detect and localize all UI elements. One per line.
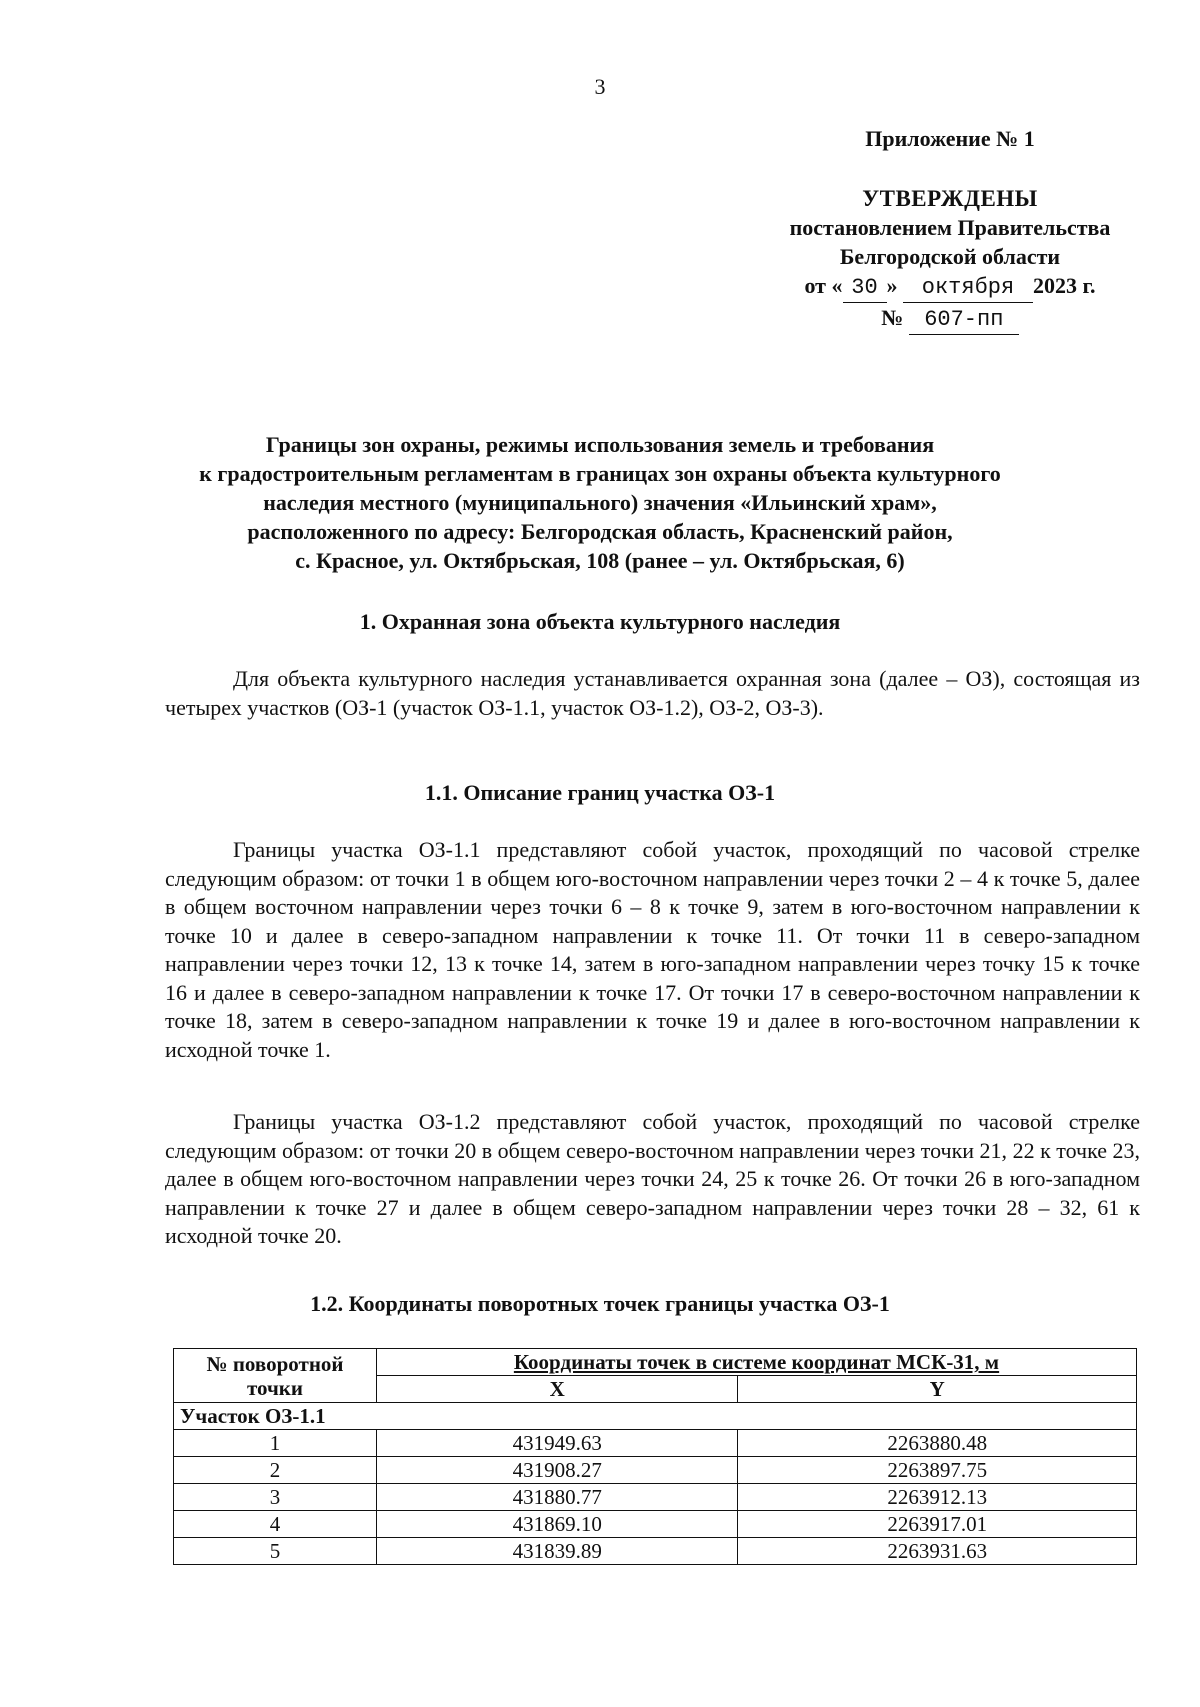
- date-year: 2023 г.: [1033, 273, 1096, 298]
- table-row: [174, 1511, 1137, 1538]
- section-1-1-heading: 1.1. Описание границ участка ОЗ-1: [424, 780, 776, 805]
- approval-line-region: Белгородской области: [839, 244, 1061, 269]
- coord-y: 2263912.13: [738, 1484, 1137, 1511]
- title-line-4: расположенного по адресу: Белгородская область, Красненский район,: [247, 519, 953, 544]
- point-number: 5: [174, 1538, 377, 1565]
- title-line-2: к градостроительным регламентам в границах зон охраны объекта культурного: [199, 461, 1001, 486]
- point-number: 4: [174, 1511, 377, 1538]
- header-x: X: [377, 1376, 738, 1403]
- table-row: [174, 1538, 1137, 1565]
- coord-x: 431908.27: [377, 1457, 738, 1484]
- date-prefix: от «: [804, 273, 843, 298]
- coord-x: 431869.10: [377, 1511, 738, 1538]
- paragraph-oz-1-2: Границы участка ОЗ-1.2 представляют собой участок, проходящий по часовой стрелке следующим образом: от точки 20 в общем северо-восточном направлении через точки 21, 22 к точке 23, далее в общем юго-восточном направлении через точки 24, 25 к точке 26. От точки 26 в юго-западном направлении к точке 27 и далее в общем северо-западном направлении через точки 28 – 32, 61 к исходной точке 20.: [165, 1109, 1140, 1248]
- title-line-5: с. Красное, ул. Октябрьская, 108 (ранее – ул. Октябрьская, 6): [295, 548, 905, 573]
- date-mid: »: [886, 273, 898, 298]
- section-1-paragraph: Для объекта культурного наследия устанавливается охранная зона (далее – ОЗ), состоящая из четырех участков (ОЗ-1 (участок ОЗ-1.1, участок ОЗ-1.2), ОЗ-2, ОЗ-3).: [165, 666, 1140, 720]
- approval-block: [740, 184, 1160, 335]
- decree-number: 607-пп: [909, 305, 1019, 335]
- table-row: [174, 1484, 1137, 1511]
- section-1-2-heading: 1.2. Координаты поворотных точек границы участка ОЗ-1: [310, 1291, 890, 1316]
- appendix-label: Приложение № 1: [865, 126, 1035, 151]
- header-coordinates: Координаты точек в системе координат МСК-31, м: [377, 1349, 1137, 1376]
- date-month: октября: [903, 273, 1033, 303]
- coord-x: 431949.63: [377, 1430, 738, 1457]
- coord-y: 2263880.48: [738, 1430, 1137, 1457]
- date-day: 30: [843, 273, 887, 303]
- header-y: Y: [738, 1376, 1137, 1403]
- coord-x: 431839.89: [377, 1538, 738, 1565]
- approval-line-government: постановлением Правительства: [789, 215, 1111, 240]
- section-1-text: [165, 665, 1140, 722]
- number-prefix: №: [881, 305, 904, 330]
- section-label-oz-1-1: Участок ОЗ-1.1: [174, 1403, 1137, 1430]
- point-number: 2: [174, 1457, 377, 1484]
- point-number: 3: [174, 1484, 377, 1511]
- approval-number: [740, 303, 1160, 335]
- coord-y: 2263931.63: [738, 1538, 1137, 1565]
- coord-y: 2263897.75: [738, 1457, 1137, 1484]
- coord-y: 2263917.01: [738, 1511, 1137, 1538]
- coord-x: 431880.77: [377, 1484, 738, 1511]
- approval-title: УТВЕРЖДЕНЫ: [862, 186, 1038, 211]
- title-line-1: Границы зон охраны, режимы использования земель и требования: [265, 432, 935, 457]
- table-row: [174, 1457, 1137, 1484]
- section-1-1-paragraph-2: [165, 1108, 1140, 1251]
- table-section-row: [174, 1403, 1137, 1430]
- title-line-3: наследия местного (муниципального) значения «Ильинский храм»,: [263, 490, 937, 515]
- coordinates-table: [173, 1348, 1137, 1565]
- page-number: 3: [594, 74, 606, 99]
- table-row: [174, 1430, 1137, 1457]
- paragraph-oz-1-1: Границы участка ОЗ-1.1 представляют собой участок, проходящий по часовой стрелке следующим образом: от точки 1 в общем юго-восточном направлении через точки 2 – 4 к точке 5, далее в общем восточном направлении через точки 6 – 8 к точке 9, затем в юго-восточном направлении к точке 10 и далее в северо-западном направлении к точке 11. От точки 11 в северо-западном направлении через точки 12, 13 к точке 14, затем в юго-западном направлении через точку 15 к точке 16 и далее в северо-западном направлении к точке 17. От точки 17 в северо-восточном направлении к точке 18, затем в северо-западном направлении к точке 19 и далее в юго-восточном направлении к исходной точке 1.: [165, 837, 1140, 1062]
- header-point-number: № поворотной точки: [174, 1349, 377, 1403]
- section-1-heading: 1. Охранная зона объекта культурного наследия: [359, 609, 841, 634]
- point-number: 1: [174, 1430, 377, 1457]
- approval-date: [740, 271, 1160, 303]
- section-1-1-paragraph-1: [165, 836, 1140, 1064]
- document-title: [150, 430, 1050, 575]
